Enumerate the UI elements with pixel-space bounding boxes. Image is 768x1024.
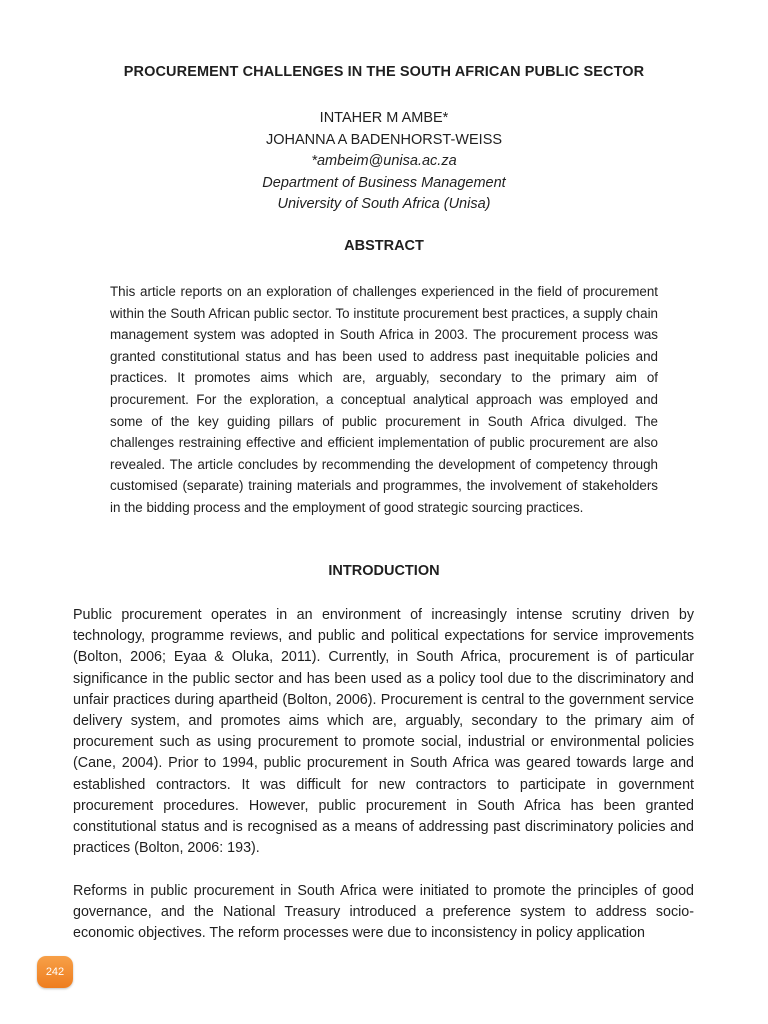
author-name-1: INTAHER M AMBE* bbox=[319, 110, 449, 126]
abstract-heading: ABSTRACT bbox=[344, 238, 424, 254]
introduction-paragraph-2: Reforms in public procurement in South Africa were initiated to promote the principles of good governance, and the National Treasury introduced a preference system to address socio-economic objectives. The reform processes were due to inconsistency in policy application bbox=[73, 883, 694, 942]
page-number: 242 bbox=[45, 966, 65, 978]
introduction-heading: INTRODUCTION bbox=[328, 563, 440, 579]
introduction-paragraph-1: Public procurement operates in an environment of increasingly intense scrutiny driven by technology, programme reviews, and public and political expectations for service improvements (Bolton, 2006; Eyaa & Oluka, 2011). Currently, in South Africa, procurement is of particular significance in the public sector and has been used as a policy tool due to the discriminatory and unfair practices during apartheid (Bolton, 2006). Procurement is central to the government service delivery system, and promotes aims which are, arguably, secondary to the primary aim of procurement such as using procurement to promote social, industrial or environmental policies (Cane, 2004). Prior to 1994, public procurement in South Africa was geared towards large and established contractors. It was difficult for new contractors to participate in government procurement procedures. However, public procurement in South Africa has been granted constitutional status and is recognised as a means of addressing past discriminatory policies and practices (Bolton, 2006: 193). bbox=[73, 607, 694, 857]
page-number-badge bbox=[37, 956, 73, 988]
author-block bbox=[0, 108, 768, 216]
abstract-text: This article reports on an exploration of challenges experienced in the field of procurement within the South African public sector. To institute procurement best practices, a supply chain management system was adopted in South Africa in 2003. The procurement process was granted constitutional status and has been used to address past inequitable policies and practices. It promotes aims which are, arguably, secondary to the primary aim of procurement. For the exploration, a conceptual analytical approach was employed and some of the key guiding pillars of public procurement in South Africa divulged. The challenges restraining effective and efficient implementation of public procurement are also revealed. The article concludes by recommending the development of competency through customised (separate) training materials and programmes, the involvement of stakeholders in the bidding process and the employment of good strategic sourcing practices. bbox=[110, 284, 658, 515]
author-department: Department of Business Management bbox=[262, 174, 506, 191]
author-name-2: JOHANNA A BADENHORST-WEISS bbox=[265, 131, 503, 148]
author-university: University of South Africa (Unisa) bbox=[277, 196, 491, 213]
paper-title: PROCUREMENT CHALLENGES IN THE SOUTH AFRICAN PUBLIC SECTOR bbox=[123, 64, 645, 80]
author-email: *ambeim@unisa.ac.za bbox=[311, 153, 457, 170]
